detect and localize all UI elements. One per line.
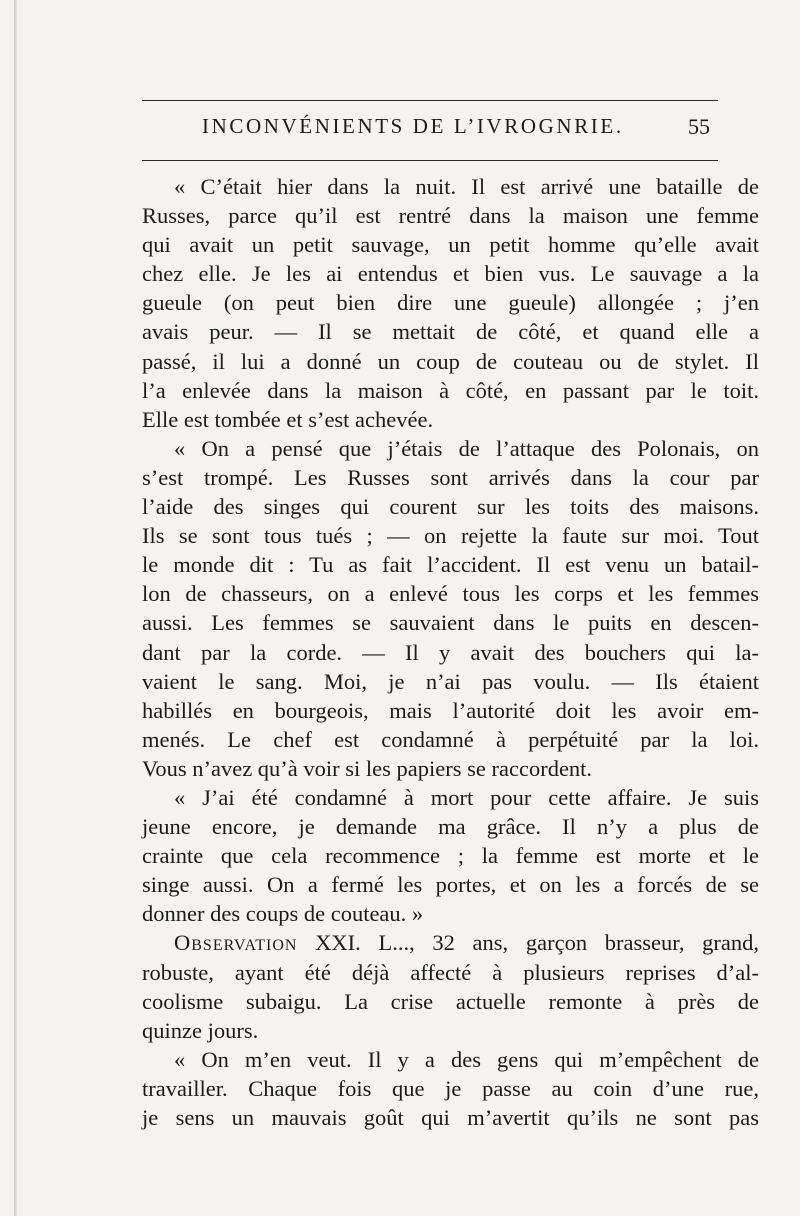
observation-line	[142, 928, 759, 957]
text-line: dant par la corde. — Il y avait des bouchers qui la-	[142, 639, 759, 665]
text-line: chez elle. Je les ai entendus et bien vus. Le sauvage a la	[142, 261, 759, 287]
text-line: s’est trompé. Les Russes sont arrivés dans la cour par	[142, 464, 759, 490]
page-number: 55	[688, 114, 710, 139]
observation-label: Observation	[174, 930, 298, 956]
text-line: crainte que cela recommence ; la femme est morte et le	[142, 843, 759, 869]
text-line: menés. Le chef est condamné à perpétuité par la loi.	[142, 726, 759, 752]
text-line: l’a enlevée dans la maison à côté, en passant par le toit.	[142, 377, 759, 403]
text-line: aussi. Les femmes se sauvaient dans le puits en descen-	[142, 610, 759, 636]
text-line: vaient le sang. Moi, je n’ai pas voulu. — Ils étaient	[142, 668, 759, 694]
text-line: travailler. Chaque fois que je passe au coin d’une rue,	[142, 1075, 759, 1101]
text-line: avais peur. — Il se mettait de côté, et quand elle a	[142, 319, 759, 345]
text-line: donner des coups de couteau. »	[142, 901, 424, 927]
text-line: « J’ai été condamné à mort pour cette affaire. Je suis	[174, 784, 759, 810]
text-line: jeune encore, je demande ma grâce. Il n’y a plus de	[142, 814, 759, 840]
text-line: quinze jours.	[142, 1017, 259, 1043]
text-line: Vous n’avez qu’à voir si les papiers se raccordent.	[142, 755, 593, 781]
text-line: Elle est tombée et s’est achevée.	[142, 406, 434, 432]
observation-heading-rest: XXI. L..., 32 ans, garçon brasseur, grand,	[297, 930, 759, 956]
header-rule-top	[142, 100, 718, 101]
running-title: INCONVÉNIENTS DE L’IVROGNRIE.	[202, 114, 624, 138]
text-line: habillés en bourgeois, mais l’autorité doit les avoir em-	[142, 697, 759, 723]
header-rule-bottom	[142, 160, 718, 161]
text-line: passé, il lui a donné un coup de couteau ou de stylet. Il	[142, 348, 759, 374]
text-line: Ils se sont tous tués ; — on rejette la faute sur moi. Tout	[142, 523, 759, 549]
text-line: je sens un mauvais goût qui m’avertit qu’ils ne sont pas	[142, 1105, 759, 1130]
text-line: « On a pensé que j’étais de l’attaque des Polonais, on	[174, 435, 759, 461]
running-header	[142, 114, 718, 144]
text-line: robuste, ayant été déjà affecté à plusieurs reprises d’al-	[142, 959, 759, 985]
text-line: gueule (on peut bien dire une gueule) allongée ; j’en	[142, 290, 759, 316]
text-line: singe aussi. On a fermé les portes, et on les a forcés de se	[142, 872, 759, 898]
text-line: l’aide des singes qui courent sur les toits des maisons.	[142, 494, 759, 520]
text-line: le monde dit : Tu as fait l’accident. Il est venu un batail-	[142, 552, 759, 578]
text-line: « On m’en veut. Il y a des gens qui m’empêchent de	[174, 1046, 759, 1072]
body-text	[142, 172, 759, 1132]
text-line: coolisme subaigu. La crise actuelle remonte à près de	[142, 988, 759, 1014]
text-line: Russes, parce qu’il est rentré dans la maison une femme	[142, 203, 759, 229]
text-line: « C’était hier dans la nuit. Il est arrivé une bataille de	[174, 174, 759, 199]
text-line: lon de chasseurs, on a enlevé tous les corps et les femmes	[142, 581, 759, 607]
page-edge	[14, 0, 17, 1216]
text-line: qui avait un petit sauvage, un petit homme qu’elle avait	[142, 232, 759, 258]
